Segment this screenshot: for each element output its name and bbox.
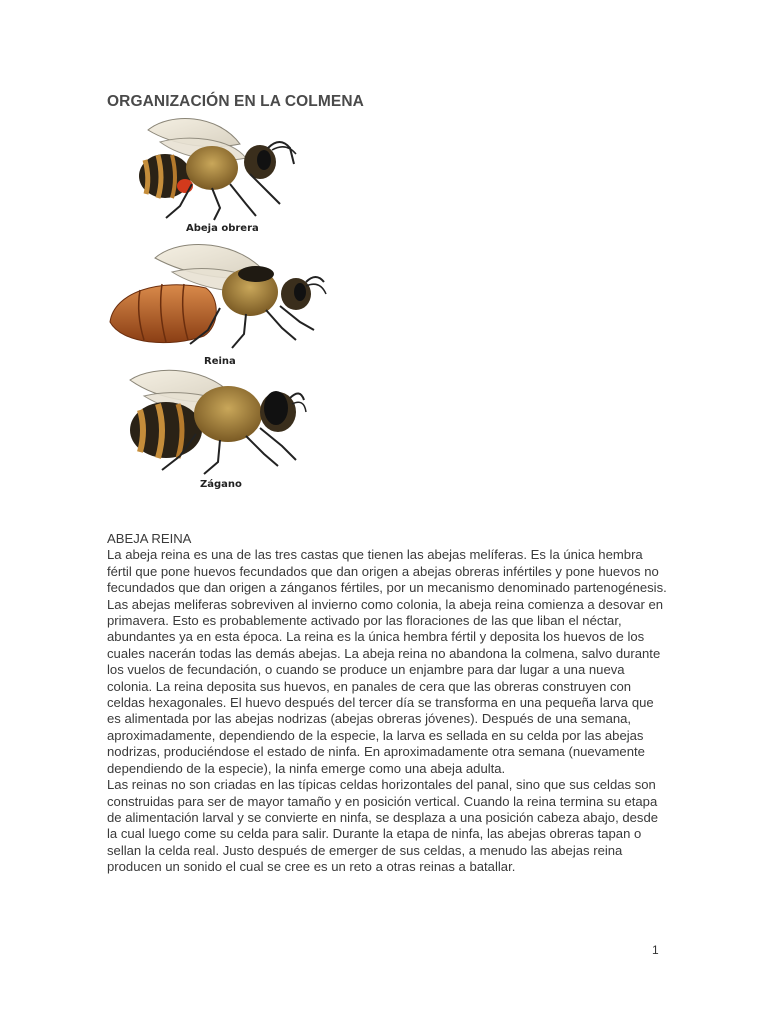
queen-bee-illustration [110,244,326,367]
paragraph: La abeja reina es una de las tres castas que tienen las abejas melíferas. Es la única hembra fértil que pone huevos fecundados que dan origen a abejas obreras infértiles y pone huevos no fecundados que dan origen a zánganos fértiles, por un mecanismo denominado partenogénesis. [107,547,667,596]
drone-bee-caption: Zágano [200,479,242,490]
queen-bee-caption: Reina [204,356,236,367]
body-text [107,531,667,876]
paragraph: Las abejas meliferas sobreviven al invierno como colonia, la abeja reina comienza a desovar en primavera. Esto es probablemente activado por las floraciones de las que liban el néctar, abundantes ya en esta época. La reina es la única hembra fértil y deposita los huevos de los cuales nacerán todas las demás abejas. La abeja reina no abandona la colmena, salvo durante los vuelos de fecundación, o cuando se produce un enjambre para dar lugar a una nueva colonia. La reina deposita sus huevos, en panales de cera que las obreras construyen con celdas hexagonales. El huevo después del tercer día se transforma en una pequeña larva que es alimentada por las abejas nodrizas (abejas obreras jóvenes). Después de una semana, aproximadamente, dependiendo de la especie, la larva es sellada en su celda por las abejas nodrizas, produciéndose el estado de ninfa. En aproximadamente otra semana (nuevamente dependiendo de la especie), la ninfa emerge como una abeja adulta. [107,596,664,776]
section-heading-abeja-reina: ABEJA REINA [107,531,192,546]
page-number: 1 [652,943,659,957]
worker-bee-caption: Abeja obrera [186,223,259,234]
drone-bee-illustration [130,370,306,490]
bee-castes-illustration [100,108,340,498]
paragraph: Las reinas no son criadas en las típicas celdas horizontales del panal, sino que sus celdas son construidas para ser de mayor tamaño y en posición vertical. Cuando la reina termina su etapa de alimentación larval y se convierte en ninfa, se desplaza a una posición cabeza abajo, desde la cual luego come su celda para salir. Durante la etapa de ninfa, las abejas obreras tapan o sellan la celda real. Justo después de emerger de sus celdas, a menudo las abejas reina producen un sonido el cual se cree es un reto a otras reinas a batallar. [107,777,659,875]
page-title: ORGANIZACIÓN EN LA COLMENA [107,93,364,110]
worker-bee-illustration [139,118,296,234]
